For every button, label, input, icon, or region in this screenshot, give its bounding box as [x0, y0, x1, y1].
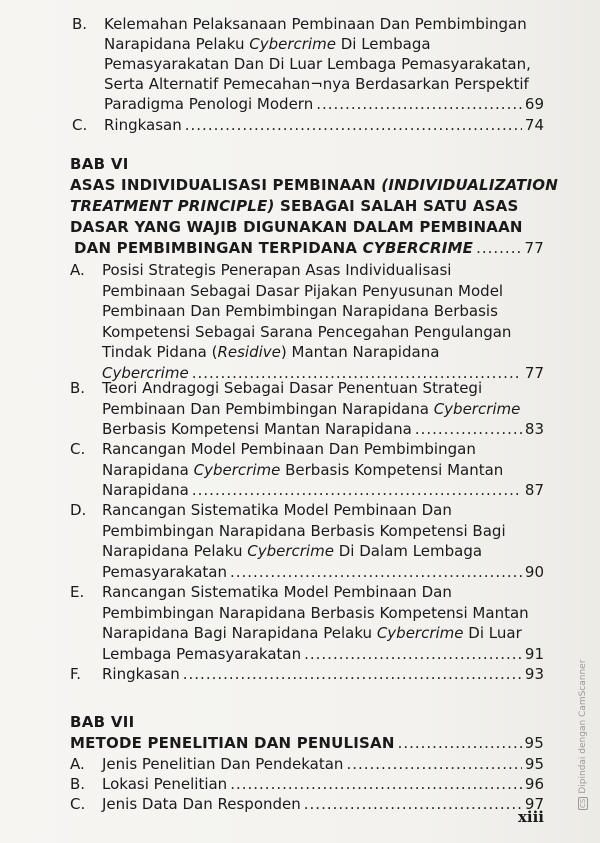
text-run: Narapidana Pelaku — [102, 542, 248, 560]
text-run: Pembinaan Dan Pembimbingan Narapidana Berbasis — [102, 302, 498, 320]
text-run: Narapidana Bagi Narapidana Pelaku — [102, 624, 377, 642]
toc-entry-line — [104, 54, 531, 74]
text-run: Teori Andragogi Sebagai Dasar Penentuan Strategi — [102, 379, 483, 397]
entry-text — [102, 754, 343, 774]
toc-entry-line — [102, 500, 452, 520]
text-run: ASAS INDIVIDUALISASI PEMBINAAN — [70, 176, 382, 194]
text-run: Narapidana — [102, 461, 194, 479]
text-run: Berbasis Kompetensi Mantan — [280, 461, 504, 479]
page-ref: 77 — [524, 364, 544, 382]
text-run: Ringkasan — [102, 665, 180, 683]
page-ref: 87 — [524, 481, 544, 499]
leader-dots — [230, 774, 522, 794]
toc-entry-last-line — [104, 94, 544, 114]
leader-dots — [230, 562, 522, 582]
leader-dots — [185, 115, 522, 135]
toc-entry-line — [104, 14, 527, 34]
leader-dots — [316, 94, 522, 114]
entry-text — [102, 419, 412, 439]
toc-entry-line — [104, 34, 431, 54]
chapter-title-text: METODE PENELITIAN DAN PENULISAN — [70, 734, 395, 752]
chapter-title-text — [74, 238, 473, 259]
toc-entry-line — [102, 439, 476, 459]
toc-entry-line — [102, 541, 482, 561]
toc-entry-line — [102, 378, 482, 398]
leader-dots — [415, 419, 522, 439]
text-run: (INDIVIDUALIZATION — [381, 176, 558, 194]
text-run: Cybercrime — [193, 461, 281, 479]
text-run: Pembimbingan Narapidana Berbasis Kompetensi Bagi — [102, 522, 506, 540]
text-run: Lokasi Penelitian — [102, 775, 228, 793]
entry-letter: A. — [70, 261, 85, 279]
chapter-label: BAB VI — [70, 155, 129, 173]
page-ref: 90 — [524, 563, 544, 581]
text-run: Rancangan Sistematika Model Pembinaan Dan — [102, 501, 452, 519]
page-ref: 69 — [524, 95, 544, 113]
entry-text — [102, 644, 301, 664]
entry-letter: F. — [70, 665, 81, 683]
text-run: Di Luar — [463, 624, 522, 642]
text-run: Berbasis Kompetensi Mantan Narapidana — [102, 420, 412, 438]
leader-dots — [304, 644, 522, 664]
text-run: Rancangan Sistematika Model Pembinaan Dan — [102, 583, 452, 601]
page-ref: 91 — [524, 645, 544, 663]
entry-text — [102, 794, 301, 814]
page-ref: 77 — [524, 239, 544, 257]
entry-letter: E. — [70, 583, 85, 601]
page-ref: 95 — [524, 755, 544, 773]
leader-dots — [192, 480, 522, 500]
text-run: TREATMENT PRINCIPLE) — [70, 197, 275, 215]
text-run: SEBAGAI SALAH SATU ASAS — [274, 197, 519, 215]
toc-entry-line — [104, 74, 529, 94]
text-run: Pembimbingan Narapidana Berbasis Kompetensi Mantan — [102, 604, 529, 622]
toc-entry-line — [102, 399, 520, 419]
entry-letter: A. — [70, 755, 85, 773]
toc-entry-line — [102, 342, 439, 362]
entry-text — [102, 774, 227, 794]
text-run: Jenis Data Dan Responden — [102, 795, 301, 813]
toc-entry-line — [102, 521, 506, 541]
scanner-watermark-text: Dipindai dengan CamScanner — [578, 659, 588, 794]
text-run: Serta Alternatif Pemecahan¬nya Berdasarkan Perspektif — [104, 75, 529, 93]
entry-letter: B. — [70, 379, 86, 397]
entry-text: Paradigma Penologi Modern — [104, 95, 314, 113]
page-number: xiii — [517, 808, 544, 826]
entry-letter: C. — [72, 116, 88, 134]
toc-entry-last-line — [102, 562, 544, 582]
leader-dots — [476, 238, 521, 259]
chapter-label: BAB VII — [70, 713, 135, 731]
entry-text — [102, 562, 227, 582]
text-run: CYBERCRIME — [362, 239, 474, 257]
page-ref: 96 — [524, 775, 544, 793]
text-run: Narapidana Pelaku — [104, 35, 250, 53]
entry-letter: B. — [70, 775, 86, 793]
text-run: Cybercrime — [376, 624, 464, 642]
text-run: Tindak Pidana ( — [102, 343, 218, 361]
entry-letter: C. — [70, 440, 86, 458]
text-run: Lembaga Pemasyarakatan — [102, 645, 302, 663]
leader-dots — [183, 664, 522, 684]
toc-entry-line — [102, 460, 503, 480]
entry-letter: C. — [70, 795, 86, 813]
toc-entry-line — [102, 281, 503, 301]
text-run: Pembinaan Sebagai Dasar Pijakan Penyusunan Model — [102, 282, 504, 300]
chapter-title-line — [70, 175, 558, 196]
leader-dots — [346, 754, 521, 774]
toc-entry-last-line — [102, 664, 544, 684]
entry-text — [102, 664, 180, 684]
chapter-title-last-line — [74, 238, 544, 259]
text-run: ) Mantan Narapidana — [280, 343, 440, 361]
text-run: DASAR YANG WAJIB DIGUNAKAN DALAM PEMBINAAN — [70, 218, 523, 236]
camscanner-logo: CS — [579, 798, 587, 808]
text-run: Pemasyarakatan Dan Di Luar Lembaga Pemasyarakatan, — [104, 55, 531, 73]
toc-entry-line — [102, 301, 498, 321]
toc-entry-c-top — [104, 115, 544, 135]
page-ref: 95 — [524, 734, 544, 752]
page-ref: 74 — [524, 116, 544, 134]
toc-entry-last-line — [102, 794, 544, 814]
text-run: Pemasyarakatan — [102, 563, 227, 581]
leader-dots — [304, 794, 522, 814]
text-run: Kelemahan Pelaksanaan Pembinaan Dan Pembimbingan — [104, 15, 527, 33]
entry-letter: B. — [72, 15, 88, 33]
chapter-title-line — [70, 217, 523, 238]
text-run: Rancangan Model Pembinaan Dan Pembimbingan — [102, 440, 476, 458]
entry-text: Ringkasan — [104, 116, 182, 134]
toc-entry-last-line — [102, 419, 544, 439]
toc-entry-last-line — [102, 644, 544, 664]
page-ref: 93 — [524, 665, 544, 683]
text-run: Cybercrime — [433, 400, 521, 418]
toc-entry-line — [102, 582, 452, 602]
toc-entry-line — [102, 260, 451, 280]
toc-entry-line — [102, 603, 529, 623]
chapter-title-line — [70, 196, 518, 217]
toc-entry-last-line — [102, 774, 544, 794]
scanner-watermark — [578, 660, 588, 810]
text-run: Posisi Strategis Penerapan Asas Individualisasi — [102, 261, 452, 279]
page-ref: 97 — [524, 795, 544, 813]
toc-entry-last-line — [102, 754, 544, 774]
text-run: Cybercrime — [249, 35, 336, 53]
text-run: Pembinaan Dan Pembimbingan Narapidana — [102, 400, 434, 418]
text-run: Cybercrime — [247, 542, 334, 560]
entry-letter: D. — [70, 501, 87, 519]
leader-dots — [398, 733, 522, 754]
text-run: Residive — [217, 343, 281, 361]
toc-entry-line — [102, 322, 511, 342]
page-ref: 83 — [524, 420, 544, 438]
text-run: Narapidana — [102, 481, 189, 499]
chapter-title — [70, 733, 544, 754]
text-run: Di Lembaga — [335, 35, 431, 53]
text-run: DAN PEMBIMBINGAN TERPIDANA — [74, 239, 363, 257]
toc-entry-line — [102, 623, 522, 643]
text-run: Di Dalam Lembaga — [333, 542, 483, 560]
entry-text — [102, 480, 189, 500]
text-run: Jenis Penelitian Dan Pendekatan — [102, 755, 344, 773]
text-run: Kompetensi Sebagai Sarana Pencegahan Pengulangan — [102, 323, 512, 341]
text-run: Cybercrime — [102, 364, 189, 382]
toc-entry-last-line — [102, 480, 544, 500]
